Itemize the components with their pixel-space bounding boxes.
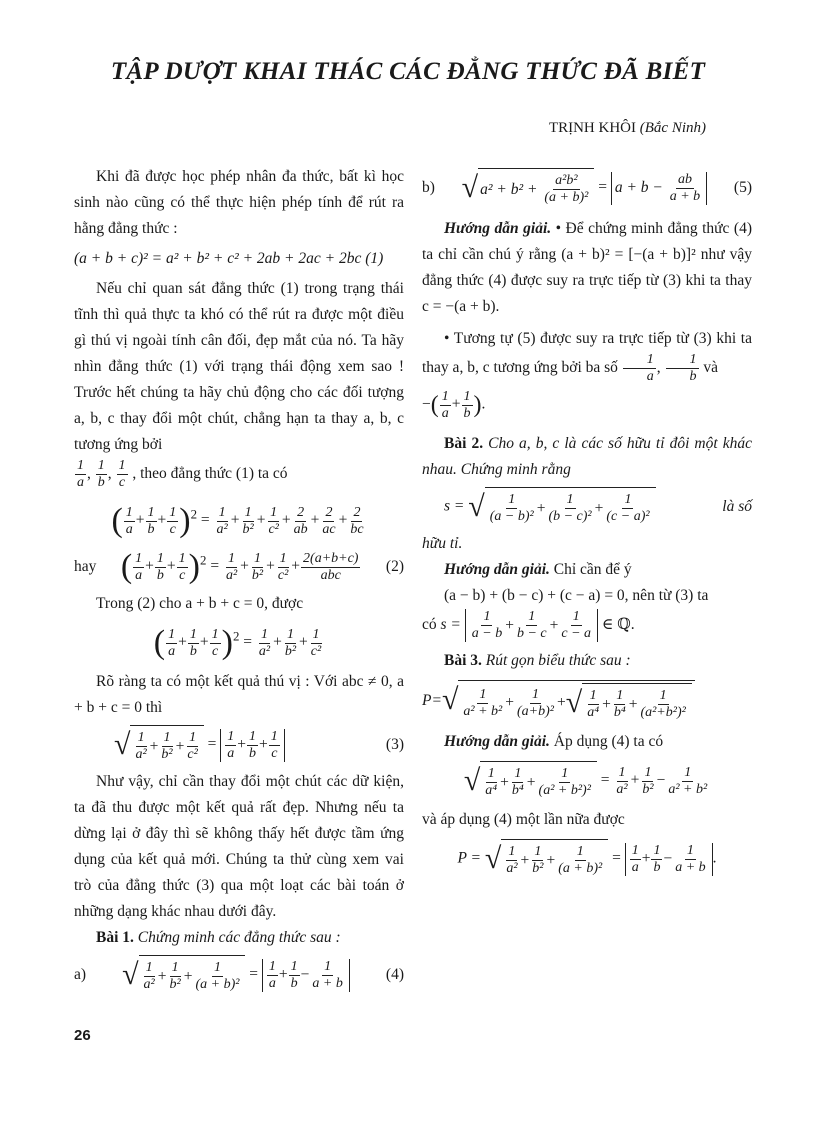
problem-1-label: Bài 1. [96, 929, 134, 946]
solution-3-text: Áp dụng (4) ta có [553, 733, 664, 750]
paragraph-5: Như vậy, chỉ cần thay đổi một chút các dữ kiện, ta đã thu được một kết quả rất đẹp. Nhưng nếu ta dừng lại ở đây thì sẽ không thấy hết được tầm ứng dụng của kết quả mới. Chúng ta thử cùng xem vai trò của đẳng thức (3) qua một loạt các bài toán ở những dạng khác nhau dưới đây. [74, 773, 404, 920]
intro-paragraph: Khi đã được học phép nhân đa thức, bất kì học sinh nào cũng có thể thực hiện phép tính để rút ra hằng đẳng thức : [74, 168, 404, 237]
fraction: $\frac{1}{b}$ [97, 458, 105, 490]
solution-label: Hướng dẫn giải. [444, 561, 550, 578]
solution-2-text: Chỉ cần để ý [553, 561, 632, 578]
huu-ti-text: hữu tỉ. [422, 535, 463, 552]
solution-label: Hướng dẫn giải. [444, 220, 552, 237]
solution-b1-part2: • Tương tự (5) được suy ra trực tiếp từ (3) khi ta thay a, b, c tương ứng bởi ba số $\frac{1}{a}$ , $\frac{1}{b}$ và [422, 330, 752, 384]
eq-number-5: (5) [733, 179, 752, 196]
s-result: có s = $\frac{1}{a - b}$ + $\frac{1}{b - c}$ + $\frac{1}{c - a}$ ∈ ℚ. [422, 609, 635, 641]
fraction: $\frac{1}{a}$ [77, 458, 84, 490]
substitution-text: , theo đẳng thức (1) ta có [132, 465, 288, 483]
inner-root-formula: √ $\frac{1}{\text{a⁴}}$ + $\frac{1}{\text{b⁴}}$ + $\frac{1}{\text{(a² + b²)²}}$ = $\frac{1}{\text{a²}}$ + $\frac{1}{\text{b²}}$ − $\frac{1}{\text{a² + b²}}$ [422, 761, 752, 801]
page-title: TẬP DƯỢT KHAI THÁC CÁC ĐẲNG THỨC ĐÃ BIẾT [110, 58, 706, 85]
solution-text-1: • Để chứng minh đẳng thức (4) ta chỉ cần chú ý rằng (a + b)² = [−(a + b)]² như vậy đẳng thức (4) được suy ra trực tiếp từ (3) khi ta thay c = −(a + b). [422, 220, 753, 315]
solution-text-2: • Tương tự (5) được suy ra trực tiếp từ (3) khi ta thay a, b, c tương ứng bởi ba số [422, 330, 752, 377]
equation-4-row: a) √ $\frac{1}{\text{a²}}$ + $\frac{1}{\text{b²}}$ + $\frac{1}{\text{(a + b)²}}$ = $\frac{1}{a}$ + $\frac{1}{b}$ − $\frac{1}{a + b}$ (4) [74, 955, 404, 995]
solution-2-line: (a − b) + (b − c) + (c − a) = 0, nên từ (3) ta [444, 587, 709, 604]
reduced-formula: ( $\frac{1}{a}$ + $\frac{1}{b}$ + $\frac{1}{c}$ )$^2$ = $\frac{1}{\text{a²}}$ + $\frac{1}{\text{b²}}$ + $\frac{1}{\text{c²}}$ [153, 624, 322, 661]
problem-1-text: Chứng minh các đẳng thức sau : [137, 929, 341, 946]
paragraph-2: Nếu chỉ quan sát đẳng thức (1) trong trạng thái tĩnh thì quả thực ta khó có thể rút ra được một điều gì thú vị ngoài tính cân đối, đẹp mắt của nó. Ta hãy nhìn đẳng thức (1) với trạng thái động xem sao ! Trước hết chúng ta hãy chủ động cho các đối tượng a, b, c thay đổi một chút, chẳng hạn ta thay a, b, c tương ứng bởi [74, 280, 404, 453]
s-formula-row: s = √ $\frac{1}{\text{(a − b)²}}$ + $\frac{1}{\text{(b − c)²}}$ + $\frac{1}{\text{(c − a)²}}$ là số [422, 487, 752, 527]
eq-number-4: (4) [385, 966, 404, 983]
la-so-text: là số [722, 498, 752, 515]
page-number: 26 [74, 1027, 91, 1044]
author-place: (Bắc Ninh) [639, 120, 706, 136]
hay-label: hay [74, 558, 97, 575]
solution-label: Hướng dẫn giải. [444, 733, 550, 750]
substitution-line: $\frac{1}{a}$ , $\frac{1}{b}$ , $\frac{1}{c}$ , theo đẳng thức (1) ta có [77, 458, 288, 490]
solution-b1 [422, 216, 752, 320]
co-word: có [422, 616, 437, 634]
paragraph-4: Rõ ràng ta có một kết quả thú vị : Với abc ≠ 0, a + b + c = 0 thì [74, 673, 404, 716]
fraction: $\frac{1}{c}$ [118, 458, 126, 490]
author-name: TRỊNH KHÔI [548, 120, 637, 136]
equation-3-row: √ $\frac{1}{\text{a²}}$ + $\frac{1}{\text{b²}}$ + $\frac{1}{\text{c²}}$ = $\frac{1}{a}$ + $\frac{1}{b}$ + $\frac{1}{c}$ (3) [74, 725, 404, 765]
p-formula: P= √ $\frac{1}{\text{a² + b²}}$ + $\frac{1}{\text{(a+b)²}}$ + √ $\frac{1}{\text{a⁴}}$ + $\frac{1}{\text{b⁴}}$ + $\frac{1}{\text{(a²+b²)²}}$ [422, 680, 752, 723]
equation-5-row: b) √ a² + b² + $\frac{\text{a²b²}}{\text{(a + b)²}}$ = a + b − $\frac{ab}{a + b}$ (5) [422, 168, 752, 208]
in-q-text: ∈ ℚ. [601, 616, 635, 634]
and-word: và [703, 359, 719, 377]
paragraph-3: Trong (2) cho a + b + c = 0, được [96, 595, 304, 612]
part-a-label: a) [74, 966, 87, 983]
problem-3-text: Rút gọn biểu thức sau : [485, 652, 631, 669]
equation-2-row: hay ( $\frac{1}{a}$ + $\frac{1}{b}$ + $\frac{1}{c}$ )$^2$ = $\frac{1}{\text{a²}}$ + $\frac{1}{\text{b²}}$ + $\frac{1}{\text{c²}}$ + $\frac{2(a+b+c)}{\text{abc}}$ (2) [74, 548, 404, 585]
part-b-label: b) [422, 179, 435, 196]
author-line [549, 120, 706, 137]
solution-3 [422, 729, 752, 755]
problem-2 [422, 431, 752, 483]
left-column [74, 164, 404, 999]
equation-1: (a + b + c)² = a² + b² + c² + 2ab + 2ac + 2bc (1) [74, 250, 384, 267]
eq-number-3: (3) [385, 736, 404, 753]
problem-3 [422, 648, 752, 674]
solution-2 [422, 557, 752, 583]
neg-sum-expr: −( $\frac{1}{a}$ + $\frac{1}{b}$ ). [422, 388, 486, 421]
eq-number-2: (2) [385, 558, 404, 575]
p-result-formula: P = √ $\frac{1}{\text{a²}}$ + $\frac{1}{\text{b²}}$ + $\frac{1}{\text{(a + b)²}}$ = $\frac{1}{a}$ + $\frac{1}{b}$ − $\frac{1}{a + b}$ . [422, 839, 752, 879]
right-column [422, 164, 752, 885]
problem-1-heading [74, 925, 404, 951]
problem-2-text: Cho a, b, c là các số hữu tỉ đôi một khác nhau. Chứng minh rằng [422, 435, 753, 478]
problem-3-label: Bài 3. [444, 652, 482, 669]
apply-again-text: và áp dụng (4) một lần nữa được [422, 811, 625, 828]
expansion-formula: ( $\frac{1}{a}$ + $\frac{1}{b}$ + $\frac{1}{c}$ )$^2$ = $\frac{1}{\text{a²}}$ + $\frac{1}{\text{b²}}$ + $\frac{1}{\text{c²}}$ + $\frac{2}{ab}$ + $\frac{2}{ac}$ + $\frac{2}{bc}$ [111, 502, 364, 539]
problem-2-label: Bài 2. [444, 435, 484, 452]
